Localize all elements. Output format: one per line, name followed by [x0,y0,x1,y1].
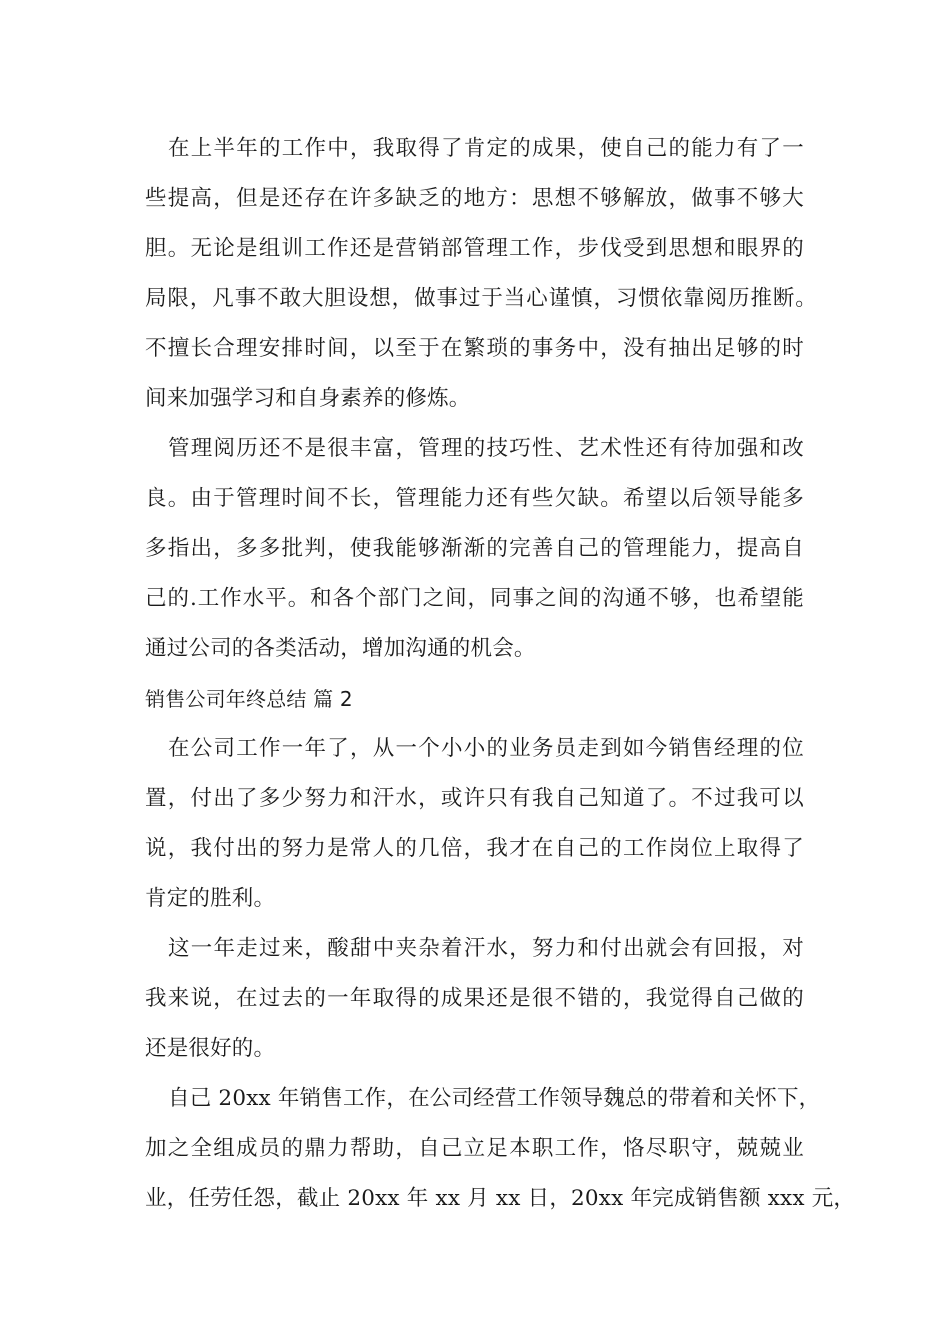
section-heading: 销售公司年终总结 篇 2 [145,687,353,711]
paragraph-line: 这一年走过来，酸甜中夹杂着汗水，努力和付出就会有回报，对 [168,936,804,961]
paragraph-line: 管理阅历还不是很丰富，管理的技巧性、艺术性还有待加强和改 [168,436,804,461]
paragraph-line: 多指出，多多批判，使我能够渐渐的完善自己的管理能力，提高自 [145,536,804,561]
paragraph-line: 加之全组成员的鼎力帮助，自己立足本职工作，恪尽职守，兢兢业 [145,1136,804,1161]
paragraph-line: 我来说，在过去的一年取得的成果还是很不错的，我觉得自己做的 [145,986,804,1011]
paragraph-line: 还是很好的。 [145,1036,276,1061]
paragraph-line: 肯定的胜利。 [145,886,276,911]
paragraph-line: 己的.工作水平。和各个部门之间，同事之间的沟通不够，也希望能 [145,586,804,611]
paragraph-line: 在上半年的工作中，我取得了肯定的成果，使自己的能力有了一 [168,136,804,161]
paragraph-line: 置，付出了多少努力和汗水，或许只有我自己知道了。不过我可以 [145,786,804,811]
paragraph-line: 自己 20xx 年销售工作，在公司经营工作领导魏总的带着和关怀下， [168,1086,821,1111]
paragraph-line: 局限，凡事不敢大胆设想，做事过于当心谨慎，习惯依靠阅历推断。 [145,286,817,311]
paragraph-line: 说，我付出的努力是常人的几倍，我才在自己的工作岗位上取得了 [145,836,804,861]
paragraph-line: 间来加强学习和自身素养的修炼。 [145,386,471,411]
paragraph-line: 业，任劳任怨，截止 20xx 年 xx 月 xx 日，20xx 年完成销售额 xxx 元， [145,1186,856,1211]
paragraph-line: 通过公司的各类活动，增加沟通的机会。 [145,636,536,661]
paragraph-line: 些提高，但是还存在许多缺乏的地方：思想不够解放，做事不够大 [145,186,804,211]
paragraph-line: 在公司工作一年了，从一个小小的业务员走到如今销售经理的位 [168,736,804,761]
paragraph-line: 不擅长合理安排时间，以至于在繁琐的事务中，没有抽出足够的时 [145,336,804,361]
paragraph-line: 良。由于管理时间不长，管理能力还有些欠缺。希望以后领导能多 [145,486,804,511]
paragraph-line: 胆。无论是组训工作还是营销部管理工作，步伐受到思想和眼界的 [145,236,804,261]
